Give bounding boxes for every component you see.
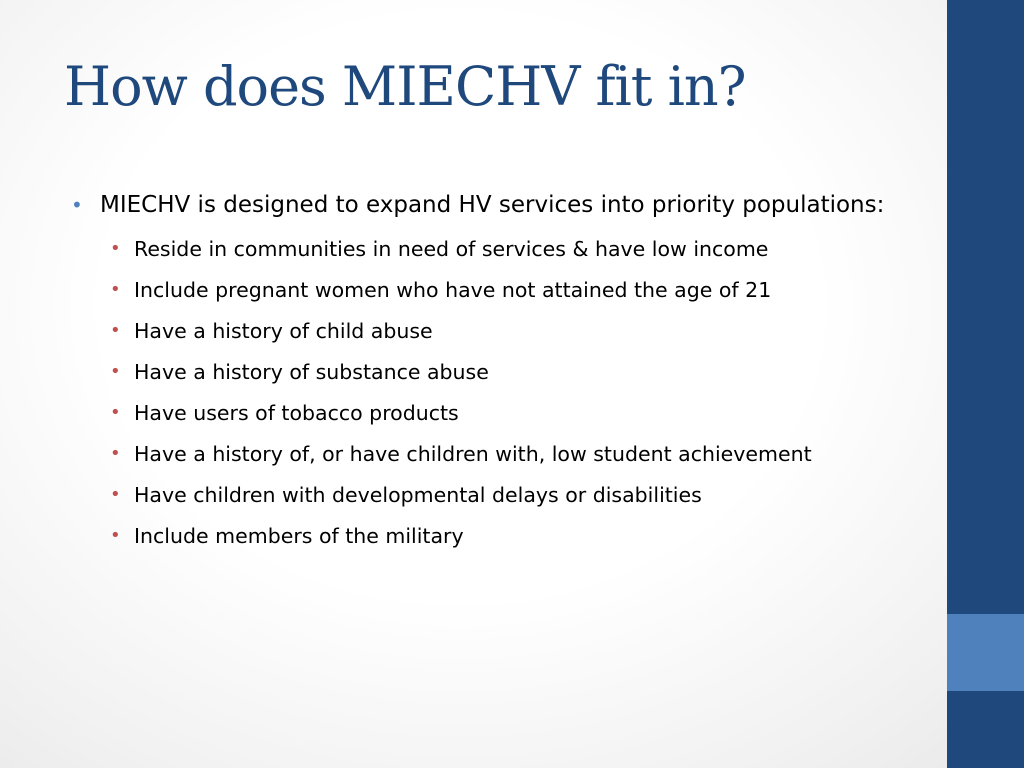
bullet-icon: • bbox=[110, 484, 121, 505]
sub-bullet-text: Reside in communities in need of services & have low income bbox=[134, 237, 769, 261]
bullet-icon: • bbox=[110, 361, 121, 382]
bullet-icon: • bbox=[110, 320, 121, 341]
sub-bullet-item bbox=[70, 235, 930, 263]
sub-bullet-item bbox=[70, 399, 930, 427]
sub-bullet-text: Have children with developmental delays or disabilities bbox=[134, 483, 702, 507]
sub-bullet-item bbox=[70, 317, 930, 345]
bullet-icon: • bbox=[110, 525, 121, 546]
slide-content bbox=[70, 188, 930, 563]
sub-bullet-text: Have a history of, or have children with, low student achievement bbox=[134, 442, 812, 466]
sub-bullet-list bbox=[70, 235, 930, 550]
sub-bullet-item bbox=[70, 276, 930, 304]
sub-bullet-text: Include members of the military bbox=[134, 524, 464, 548]
slide-title: How does MIECHV fit in? bbox=[64, 55, 746, 118]
bullet-icon: • bbox=[110, 402, 121, 423]
main-bullet-text: MIECHV is designed to expand HV services into priority populations: bbox=[100, 192, 885, 218]
sub-bullet-item bbox=[70, 481, 930, 509]
bullet-icon: • bbox=[71, 193, 83, 217]
bullet-icon: • bbox=[110, 279, 121, 300]
sub-bullet-item bbox=[70, 440, 930, 468]
main-bullet-point bbox=[70, 188, 930, 223]
sub-bullet-text: Have users of tobacco products bbox=[134, 401, 459, 425]
bullet-icon: • bbox=[110, 443, 121, 464]
side-accent-block bbox=[947, 614, 1024, 691]
sub-bullet-text: Have a history of child abuse bbox=[134, 319, 433, 343]
sub-bullet-text: Include pregnant women who have not attained the age of 21 bbox=[134, 278, 772, 302]
sub-bullet-item bbox=[70, 358, 930, 386]
sub-bullet-text: Have a history of substance abuse bbox=[134, 360, 489, 384]
bullet-icon: • bbox=[110, 238, 121, 259]
sub-bullet-item bbox=[70, 522, 930, 550]
